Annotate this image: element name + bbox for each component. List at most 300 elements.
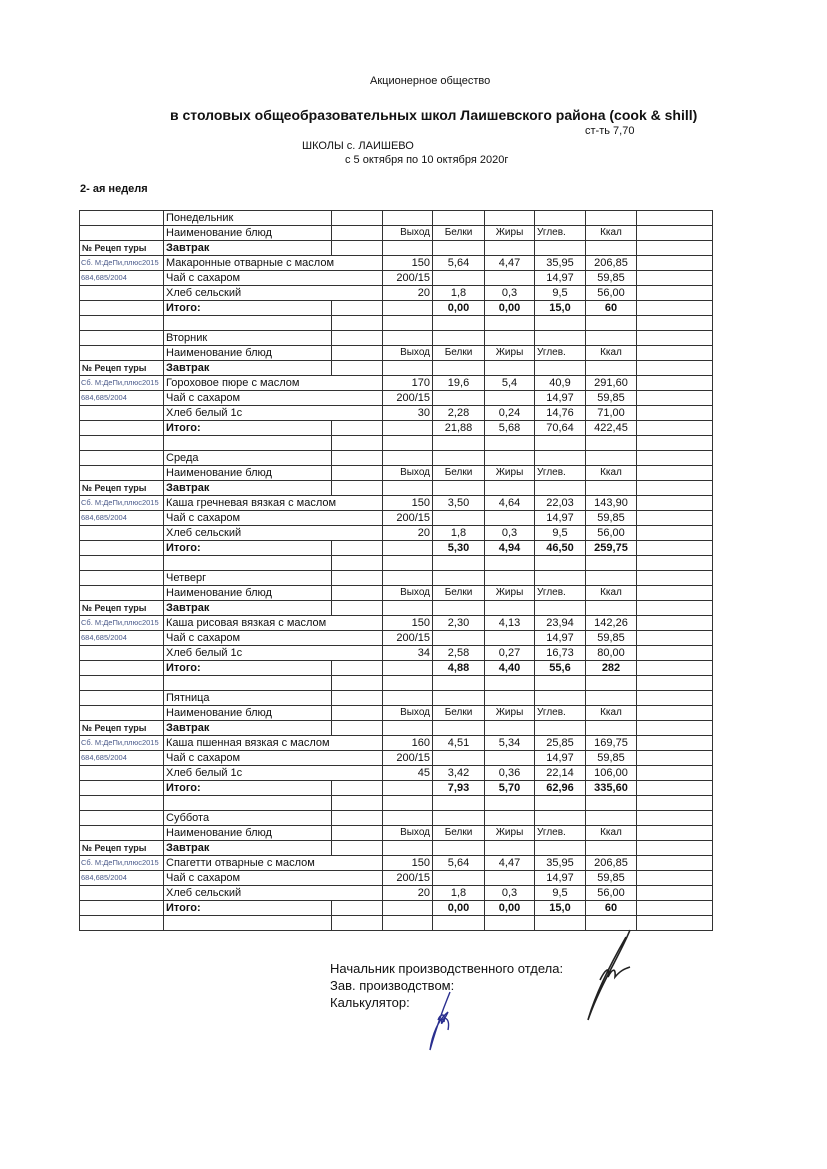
total-row bbox=[80, 421, 713, 436]
empty-cell bbox=[80, 421, 164, 436]
dish-row bbox=[80, 511, 713, 526]
empty-cell bbox=[164, 796, 332, 811]
empty-cell bbox=[637, 901, 713, 916]
empty-cell bbox=[383, 691, 433, 706]
total-protein: 5,30 bbox=[433, 541, 485, 556]
dish-row bbox=[80, 496, 713, 511]
column-header-row bbox=[80, 346, 713, 361]
column-header-row bbox=[80, 466, 713, 481]
dish-row bbox=[80, 856, 713, 871]
empty-cell bbox=[80, 916, 164, 931]
empty-cell bbox=[485, 436, 535, 451]
dish-row bbox=[80, 646, 713, 661]
empty-cell bbox=[80, 301, 164, 316]
empty-cell bbox=[383, 916, 433, 931]
recipe-code bbox=[80, 766, 164, 781]
empty-cell bbox=[164, 556, 332, 571]
empty-cell bbox=[433, 556, 485, 571]
empty-cell bbox=[332, 316, 383, 331]
empty-cell bbox=[433, 241, 485, 256]
dish-fat: 4,13 bbox=[485, 616, 535, 631]
empty-cell bbox=[637, 631, 713, 646]
dish-output: 200/15 bbox=[383, 271, 433, 286]
empty-cell bbox=[433, 721, 485, 736]
empty-cell bbox=[535, 331, 586, 346]
empty-cell bbox=[383, 316, 433, 331]
empty-cell bbox=[637, 286, 713, 301]
dish-protein bbox=[433, 511, 485, 526]
dish-kcal: 59,85 bbox=[586, 631, 637, 646]
empty-cell bbox=[586, 676, 637, 691]
dish-protein bbox=[433, 751, 485, 766]
empty-cell bbox=[383, 601, 433, 616]
total-kcal: 60 bbox=[586, 901, 637, 916]
dish-fat: 4,47 bbox=[485, 256, 535, 271]
empty-cell bbox=[535, 601, 586, 616]
dish-row bbox=[80, 736, 713, 751]
dish-fat: 0,27 bbox=[485, 646, 535, 661]
empty-cell bbox=[332, 301, 383, 316]
dish-kcal: 143,90 bbox=[586, 496, 637, 511]
total-label: Итого: bbox=[164, 301, 332, 316]
empty-cell bbox=[383, 796, 433, 811]
empty-cell bbox=[586, 796, 637, 811]
dish-kcal: 59,85 bbox=[586, 271, 637, 286]
empty-cell bbox=[637, 496, 713, 511]
day-name: Суббота bbox=[164, 811, 332, 826]
empty-cell bbox=[433, 331, 485, 346]
empty-cell bbox=[332, 331, 383, 346]
meal-label: Завтрак bbox=[164, 601, 332, 616]
empty-cell bbox=[637, 361, 713, 376]
total-kcal: 259,75 bbox=[586, 541, 637, 556]
empty-cell bbox=[332, 661, 383, 676]
empty-cell bbox=[332, 796, 383, 811]
dish-protein: 19,6 bbox=[433, 376, 485, 391]
day-row bbox=[80, 451, 713, 466]
meal-row bbox=[80, 721, 713, 736]
dish-protein: 1,8 bbox=[433, 286, 485, 301]
empty-cell bbox=[586, 691, 637, 706]
empty-cell bbox=[637, 811, 713, 826]
recipe-code: Сб. М:ДеПи,плюс2015 bbox=[80, 376, 164, 391]
column-header-row bbox=[80, 706, 713, 721]
header-name: Наименование блюд bbox=[164, 706, 332, 721]
empty-cell bbox=[637, 316, 713, 331]
header-fat: Жиры bbox=[485, 226, 535, 241]
empty-cell bbox=[637, 256, 713, 271]
empty-cell bbox=[80, 811, 164, 826]
dish-name: Чай с сахаром bbox=[164, 391, 383, 406]
dish-output: 200/15 bbox=[383, 511, 433, 526]
empty-cell bbox=[535, 796, 586, 811]
empty-cell bbox=[80, 211, 164, 226]
header-output: Выход bbox=[383, 706, 433, 721]
empty-cell bbox=[637, 211, 713, 226]
empty-cell bbox=[586, 316, 637, 331]
empty-cell bbox=[637, 856, 713, 871]
dish-output: 160 bbox=[383, 736, 433, 751]
empty-cell bbox=[637, 781, 713, 796]
day-name: Четверг bbox=[164, 571, 332, 586]
empty-cell bbox=[586, 841, 637, 856]
empty-cell bbox=[637, 916, 713, 931]
empty-cell bbox=[637, 421, 713, 436]
dish-fat bbox=[485, 391, 535, 406]
recipe-code bbox=[80, 886, 164, 901]
spacer-row bbox=[80, 436, 713, 451]
empty-cell bbox=[433, 601, 485, 616]
column-header-row bbox=[80, 226, 713, 241]
empty-cell bbox=[332, 211, 383, 226]
empty-cell bbox=[332, 706, 383, 721]
dish-carbs: 14,97 bbox=[535, 871, 586, 886]
empty-cell bbox=[535, 361, 586, 376]
empty-cell bbox=[80, 316, 164, 331]
recipe-code: 684,685/2004 bbox=[80, 631, 164, 646]
empty-cell bbox=[637, 796, 713, 811]
empty-cell bbox=[637, 616, 713, 631]
header-protein: Белки bbox=[433, 706, 485, 721]
dish-kcal: 56,00 bbox=[586, 526, 637, 541]
empty-cell bbox=[586, 331, 637, 346]
date-range: с 5 октября по 10 октября 2020г bbox=[345, 154, 509, 166]
empty-cell bbox=[485, 556, 535, 571]
dish-output: 30 bbox=[383, 406, 433, 421]
dish-carbs: 22,03 bbox=[535, 496, 586, 511]
empty-cell bbox=[637, 406, 713, 421]
total-kcal: 335,60 bbox=[586, 781, 637, 796]
dish-carbs: 14,97 bbox=[535, 511, 586, 526]
empty-cell bbox=[637, 301, 713, 316]
empty-cell bbox=[535, 451, 586, 466]
empty-cell bbox=[383, 481, 433, 496]
dish-kcal: 291,60 bbox=[586, 376, 637, 391]
header-carbs: Углев. bbox=[535, 466, 586, 481]
empty-cell bbox=[485, 811, 535, 826]
header-carbs: Углев. bbox=[535, 226, 586, 241]
dish-row bbox=[80, 391, 713, 406]
empty-cell bbox=[485, 361, 535, 376]
total-protein: 0,00 bbox=[433, 901, 485, 916]
empty-cell bbox=[485, 316, 535, 331]
empty-cell bbox=[637, 226, 713, 241]
total-fat: 0,00 bbox=[485, 901, 535, 916]
school-label: ШКОЛЫ с. ЛАИШЕВО bbox=[302, 140, 414, 152]
recipe-code: 684,685/2004 bbox=[80, 271, 164, 286]
total-label: Итого: bbox=[164, 421, 332, 436]
empty-cell bbox=[332, 436, 383, 451]
dish-output: 150 bbox=[383, 616, 433, 631]
empty-cell bbox=[80, 346, 164, 361]
header-name: Наименование блюд bbox=[164, 466, 332, 481]
empty-cell bbox=[332, 556, 383, 571]
header-protein: Белки bbox=[433, 586, 485, 601]
empty-cell bbox=[80, 541, 164, 556]
header-fat: Жиры bbox=[485, 466, 535, 481]
dish-name: Чай с сахаром bbox=[164, 751, 383, 766]
empty-cell bbox=[637, 331, 713, 346]
empty-cell bbox=[485, 571, 535, 586]
dish-protein: 2,28 bbox=[433, 406, 485, 421]
header-output: Выход bbox=[383, 226, 433, 241]
meal-row bbox=[80, 481, 713, 496]
dish-fat: 5,34 bbox=[485, 736, 535, 751]
empty-cell bbox=[332, 361, 383, 376]
dish-protein bbox=[433, 391, 485, 406]
total-carbs: 15,0 bbox=[535, 901, 586, 916]
dish-kcal: 59,85 bbox=[586, 751, 637, 766]
total-label: Итого: bbox=[164, 661, 332, 676]
spacer-row bbox=[80, 796, 713, 811]
empty-cell bbox=[433, 796, 485, 811]
empty-cell bbox=[332, 466, 383, 481]
empty-cell bbox=[433, 841, 485, 856]
empty-cell bbox=[586, 241, 637, 256]
header-fat: Жиры bbox=[485, 586, 535, 601]
header-kcal: Ккал bbox=[586, 466, 637, 481]
empty-cell bbox=[637, 466, 713, 481]
empty-cell bbox=[535, 211, 586, 226]
day-name: Среда bbox=[164, 451, 332, 466]
empty-cell bbox=[637, 721, 713, 736]
empty-cell bbox=[332, 346, 383, 361]
recipe-code bbox=[80, 406, 164, 421]
empty-cell bbox=[80, 901, 164, 916]
empty-cell bbox=[164, 436, 332, 451]
empty-cell bbox=[433, 916, 485, 931]
dish-row bbox=[80, 406, 713, 421]
dish-name: Чай с сахаром bbox=[164, 871, 383, 886]
dish-fat bbox=[485, 751, 535, 766]
spacer-row bbox=[80, 556, 713, 571]
day-row bbox=[80, 691, 713, 706]
empty-cell bbox=[80, 781, 164, 796]
dish-name: Хлеб сельский bbox=[164, 526, 383, 541]
dish-row bbox=[80, 871, 713, 886]
dish-name: Гороховое пюре с маслом bbox=[164, 376, 383, 391]
signature-head-label: Начальник производственного отдела: bbox=[330, 961, 564, 976]
empty-cell bbox=[80, 586, 164, 601]
header-name: Наименование блюд bbox=[164, 226, 332, 241]
empty-cell bbox=[383, 331, 433, 346]
dish-carbs: 40,9 bbox=[535, 376, 586, 391]
total-carbs: 55,6 bbox=[535, 661, 586, 676]
dish-kcal: 169,75 bbox=[586, 736, 637, 751]
empty-cell bbox=[637, 601, 713, 616]
dish-fat bbox=[485, 271, 535, 286]
total-row bbox=[80, 541, 713, 556]
meal-label: Завтрак bbox=[164, 481, 332, 496]
total-carbs: 70,64 bbox=[535, 421, 586, 436]
meal-row bbox=[80, 361, 713, 376]
empty-cell bbox=[535, 436, 586, 451]
total-protein: 4,88 bbox=[433, 661, 485, 676]
dish-name: Чай с сахаром bbox=[164, 511, 383, 526]
dish-row bbox=[80, 751, 713, 766]
dish-output: 150 bbox=[383, 856, 433, 871]
document-title: в столовых общеобразовательных школ Лаишевского района (cook & shill) bbox=[170, 107, 698, 123]
meal-label: Завтрак bbox=[164, 721, 332, 736]
total-row bbox=[80, 301, 713, 316]
empty-cell bbox=[383, 436, 433, 451]
dish-output: 150 bbox=[383, 256, 433, 271]
total-row bbox=[80, 661, 713, 676]
empty-cell bbox=[485, 211, 535, 226]
empty-cell bbox=[80, 706, 164, 721]
header-output: Выход bbox=[383, 586, 433, 601]
recipe-label: № Рецеп туры bbox=[80, 241, 164, 256]
empty-cell bbox=[637, 586, 713, 601]
dish-kcal: 206,85 bbox=[586, 856, 637, 871]
dish-output: 200/15 bbox=[383, 391, 433, 406]
dish-output: 20 bbox=[383, 526, 433, 541]
empty-cell bbox=[637, 241, 713, 256]
dish-name: Спагетти отварные с маслом bbox=[164, 856, 383, 871]
empty-cell bbox=[80, 691, 164, 706]
empty-cell bbox=[383, 541, 433, 556]
header-carbs: Углев. bbox=[535, 586, 586, 601]
dish-protein: 2,30 bbox=[433, 616, 485, 631]
empty-cell bbox=[485, 916, 535, 931]
spacer-row bbox=[80, 676, 713, 691]
header-fat: Жиры bbox=[485, 826, 535, 841]
header-name: Наименование блюд bbox=[164, 826, 332, 841]
dish-output: 45 bbox=[383, 766, 433, 781]
dish-row bbox=[80, 886, 713, 901]
empty-cell bbox=[80, 796, 164, 811]
empty-cell bbox=[485, 331, 535, 346]
empty-cell bbox=[433, 571, 485, 586]
header-kcal: Ккал bbox=[586, 346, 637, 361]
empty-cell bbox=[586, 211, 637, 226]
recipe-code: Сб. М:ДеПи,плюс2015 bbox=[80, 496, 164, 511]
empty-cell bbox=[535, 841, 586, 856]
total-label: Итого: bbox=[164, 901, 332, 916]
total-fat: 5,68 bbox=[485, 421, 535, 436]
total-carbs: 46,50 bbox=[535, 541, 586, 556]
week-label: 2- ая неделя bbox=[80, 183, 148, 195]
empty-cell bbox=[586, 571, 637, 586]
dish-output: 20 bbox=[383, 886, 433, 901]
day-row bbox=[80, 571, 713, 586]
empty-cell bbox=[80, 451, 164, 466]
empty-cell bbox=[637, 526, 713, 541]
dish-name: Чай с сахаром bbox=[164, 271, 383, 286]
empty-cell bbox=[637, 391, 713, 406]
total-protein: 0,00 bbox=[433, 301, 485, 316]
recipe-label: № Рецеп туры bbox=[80, 601, 164, 616]
empty-cell bbox=[383, 556, 433, 571]
recipe-label: № Рецеп туры bbox=[80, 361, 164, 376]
dish-carbs: 9,5 bbox=[535, 886, 586, 901]
header-fat: Жиры bbox=[485, 346, 535, 361]
empty-cell bbox=[332, 811, 383, 826]
meal-label: Завтрак bbox=[164, 241, 332, 256]
empty-cell bbox=[535, 676, 586, 691]
dish-protein: 2,58 bbox=[433, 646, 485, 661]
recipe-code: 684,685/2004 bbox=[80, 871, 164, 886]
day-row bbox=[80, 211, 713, 226]
total-row bbox=[80, 901, 713, 916]
column-header-row bbox=[80, 826, 713, 841]
header-carbs: Углев. bbox=[535, 706, 586, 721]
dish-kcal: 56,00 bbox=[586, 886, 637, 901]
empty-cell bbox=[535, 811, 586, 826]
dish-protein: 4,51 bbox=[433, 736, 485, 751]
empty-cell bbox=[637, 826, 713, 841]
meal-label: Завтрак bbox=[164, 841, 332, 856]
recipe-code: Сб. М:ДеПи,плюс2015 bbox=[80, 856, 164, 871]
empty-cell bbox=[485, 481, 535, 496]
empty-cell bbox=[383, 301, 433, 316]
empty-cell bbox=[332, 601, 383, 616]
empty-cell bbox=[80, 436, 164, 451]
total-fat: 5,70 bbox=[485, 781, 535, 796]
empty-cell bbox=[637, 751, 713, 766]
empty-cell bbox=[383, 721, 433, 736]
dish-fat: 0,24 bbox=[485, 406, 535, 421]
total-fat: 0,00 bbox=[485, 301, 535, 316]
signature-calculator-mark bbox=[420, 990, 470, 1055]
empty-cell bbox=[433, 811, 485, 826]
empty-cell bbox=[383, 571, 433, 586]
dish-output: 200/15 bbox=[383, 751, 433, 766]
dish-output: 170 bbox=[383, 376, 433, 391]
dish-fat: 0,3 bbox=[485, 886, 535, 901]
header-output: Выход bbox=[383, 466, 433, 481]
day-name: Вторник bbox=[164, 331, 332, 346]
empty-cell bbox=[637, 736, 713, 751]
dish-row bbox=[80, 616, 713, 631]
dish-protein: 3,50 bbox=[433, 496, 485, 511]
cost-label: ст-ть 7,70 bbox=[585, 125, 635, 137]
header-name: Наименование блюд bbox=[164, 346, 332, 361]
recipe-code bbox=[80, 286, 164, 301]
empty-cell bbox=[535, 691, 586, 706]
dish-kcal: 142,26 bbox=[586, 616, 637, 631]
dish-row bbox=[80, 286, 713, 301]
empty-cell bbox=[383, 781, 433, 796]
empty-cell bbox=[637, 541, 713, 556]
empty-cell bbox=[332, 676, 383, 691]
dish-carbs: 9,5 bbox=[535, 526, 586, 541]
dish-fat: 4,64 bbox=[485, 496, 535, 511]
empty-cell bbox=[383, 211, 433, 226]
dish-kcal: 59,85 bbox=[586, 511, 637, 526]
empty-cell bbox=[637, 376, 713, 391]
dish-name: Каша рисовая вязкая с маслом bbox=[164, 616, 383, 631]
empty-cell bbox=[637, 766, 713, 781]
total-kcal: 60 bbox=[586, 301, 637, 316]
empty-cell bbox=[637, 556, 713, 571]
recipe-label: № Рецеп туры bbox=[80, 481, 164, 496]
dish-carbs: 14,97 bbox=[535, 751, 586, 766]
empty-cell bbox=[637, 646, 713, 661]
empty-cell bbox=[383, 421, 433, 436]
empty-cell bbox=[485, 451, 535, 466]
dish-name: Чай с сахаром bbox=[164, 631, 383, 646]
empty-cell bbox=[433, 211, 485, 226]
empty-cell bbox=[485, 721, 535, 736]
dish-fat: 0,3 bbox=[485, 526, 535, 541]
empty-cell bbox=[164, 916, 332, 931]
empty-cell bbox=[586, 811, 637, 826]
empty-cell bbox=[535, 316, 586, 331]
header-protein: Белки bbox=[433, 346, 485, 361]
header-kcal: Ккал bbox=[586, 706, 637, 721]
empty-cell bbox=[80, 571, 164, 586]
